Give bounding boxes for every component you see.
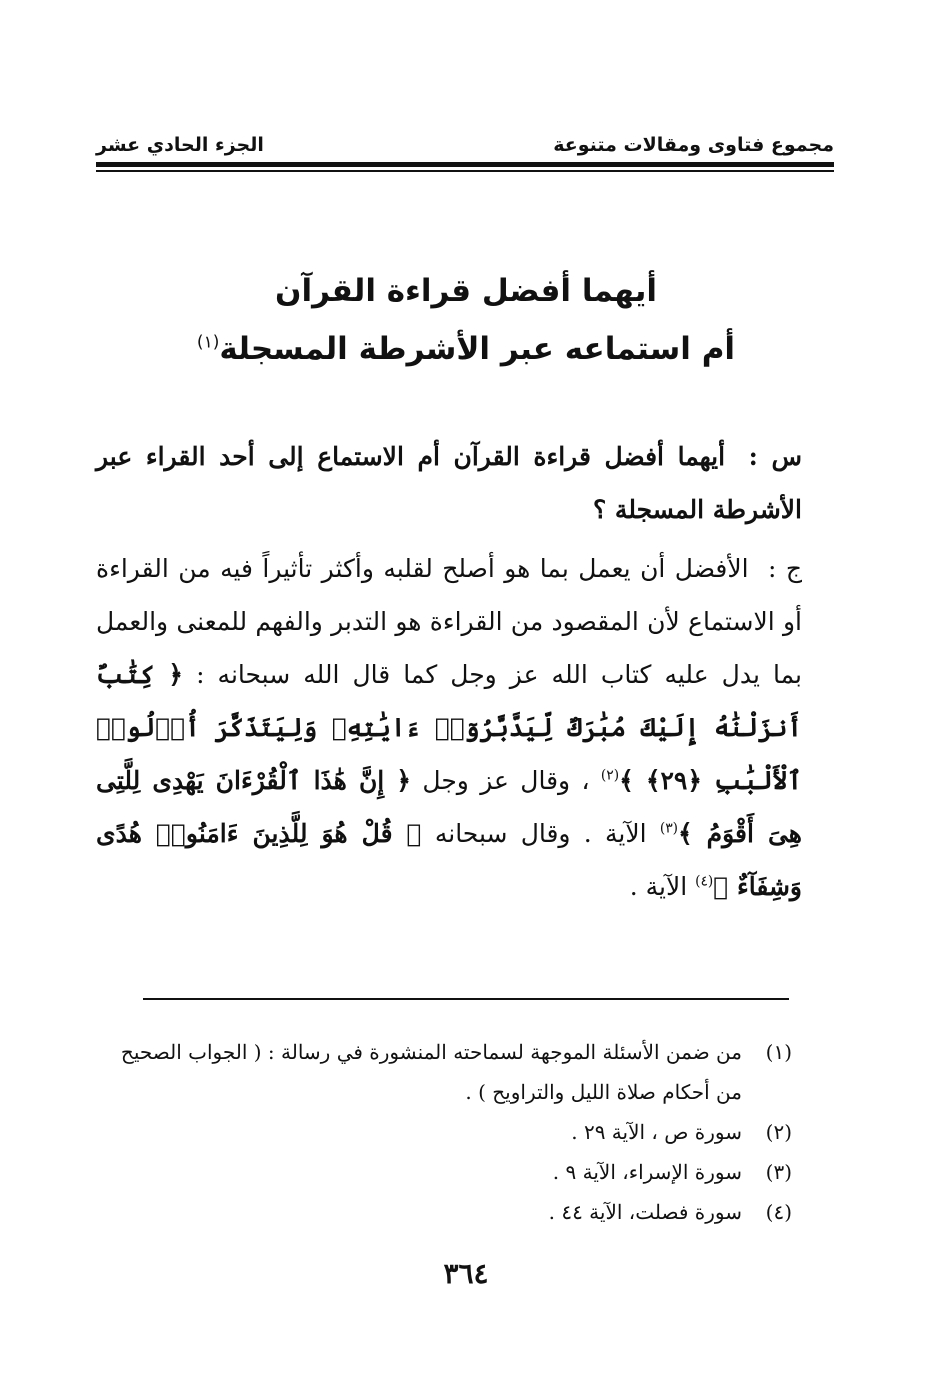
- page-title: [100, 262, 832, 378]
- title-footnote-ref: (١): [196, 332, 220, 353]
- page-number: ٣٦٤: [443, 1257, 489, 1290]
- title-line-2: [100, 320, 832, 378]
- answer-paragraph: [96, 542, 802, 913]
- quran-verse-2: ﴿ إِنَّ هَٰذَا ٱلْقُرْءَانَ يَهْدِى لِلَّتِى هِىَ أَقْوَمُ ﴾: [96, 766, 802, 848]
- answer-connector-1: ، وقال عز وجل: [422, 766, 590, 795]
- footnote-number: (١): [765, 1040, 792, 1064]
- verse-3-footnote-ref: (٤): [695, 873, 714, 890]
- running-header: [96, 126, 834, 156]
- quran-verse-1: ﴿ كِتَٰبٌ أَنزَلْنَٰهُ إِلَيْكَ مُبَٰرَكٌ لِّيَدَّبَّرُوٓا۟ ءَايَٰتِهِۦ وَلِيَتَذَكَّرَ أُو۟لُوا۟ ٱلْأَلْبَٰبِ ﴿٢٩﴾ ﴾: [96, 660, 803, 795]
- question-paragraph: [96, 430, 802, 536]
- main-body: [96, 430, 802, 913]
- answer-label: ج :: [768, 554, 803, 583]
- answer-intro: الأفضل أن يعمل بما هو أصلح لقلبه وأكثر تأثيراً فيه من القراءة أو الاستماع لأن المقصود من القراءة هو التدبر والفهم للمعنى والعمل بما يدل عليه كتاب الله عز وجل كما قال الله سبحانه :: [96, 554, 802, 689]
- footnote-item: [96, 1112, 792, 1152]
- footnote-item: [96, 1032, 792, 1112]
- book-title: مجموع فتاوى ومقالات متنوعة: [553, 134, 834, 156]
- answer-ending: الآية .: [629, 872, 688, 901]
- footnote-text: سورة الإسراء، الآية ٩ .: [552, 1160, 742, 1184]
- footnote-number: (٤): [765, 1200, 792, 1224]
- header-rule-thin: [96, 170, 834, 172]
- footnote-text: من ضمن الأسئلة الموجهة لسماحته المنشورة في رسالة : ( الجواب الصحيح من أحكام صلاة الليل والتراويح ) .: [120, 1040, 742, 1104]
- footnote-separator: [143, 998, 789, 1000]
- title-line-2-text: أم استماعه عبر الأشرطة المسجلة: [219, 331, 736, 367]
- answer-connector-2: الآية . وقال سبحانه: [434, 819, 647, 848]
- footnote-number: (٣): [765, 1160, 792, 1184]
- footnote-item: [96, 1192, 792, 1232]
- header-rule-thick: [96, 162, 834, 167]
- quran-verse-3: ﴿ قُلْ هُوَ لِلَّذِينَ ءَامَنُوا۟ هُدًى وَشِفَآءٌ ﴾: [96, 819, 802, 901]
- footnote-text: سورة ص ، الآية ٢٩ .: [571, 1120, 742, 1144]
- volume-label: الجزء الحادي عشر: [96, 134, 264, 156]
- verse-1-footnote-ref: (٢): [600, 767, 620, 784]
- footnote-text: سورة فصلت، الآية ٤٤ .: [548, 1200, 742, 1224]
- question-label: س :: [748, 442, 802, 471]
- footnote-number: (٢): [765, 1120, 792, 1144]
- question-text: أيهما أفضل قراءة القرآن أم الاستماع إلى أحد القراء عبر الأشرطة المسجلة ؟: [96, 442, 802, 524]
- footnotes: [96, 1032, 792, 1232]
- title-line-1: أيهما أفضل قراءة القرآن: [275, 273, 657, 309]
- verse-2-footnote-ref: (٣): [659, 820, 678, 837]
- footnote-item: [96, 1152, 792, 1192]
